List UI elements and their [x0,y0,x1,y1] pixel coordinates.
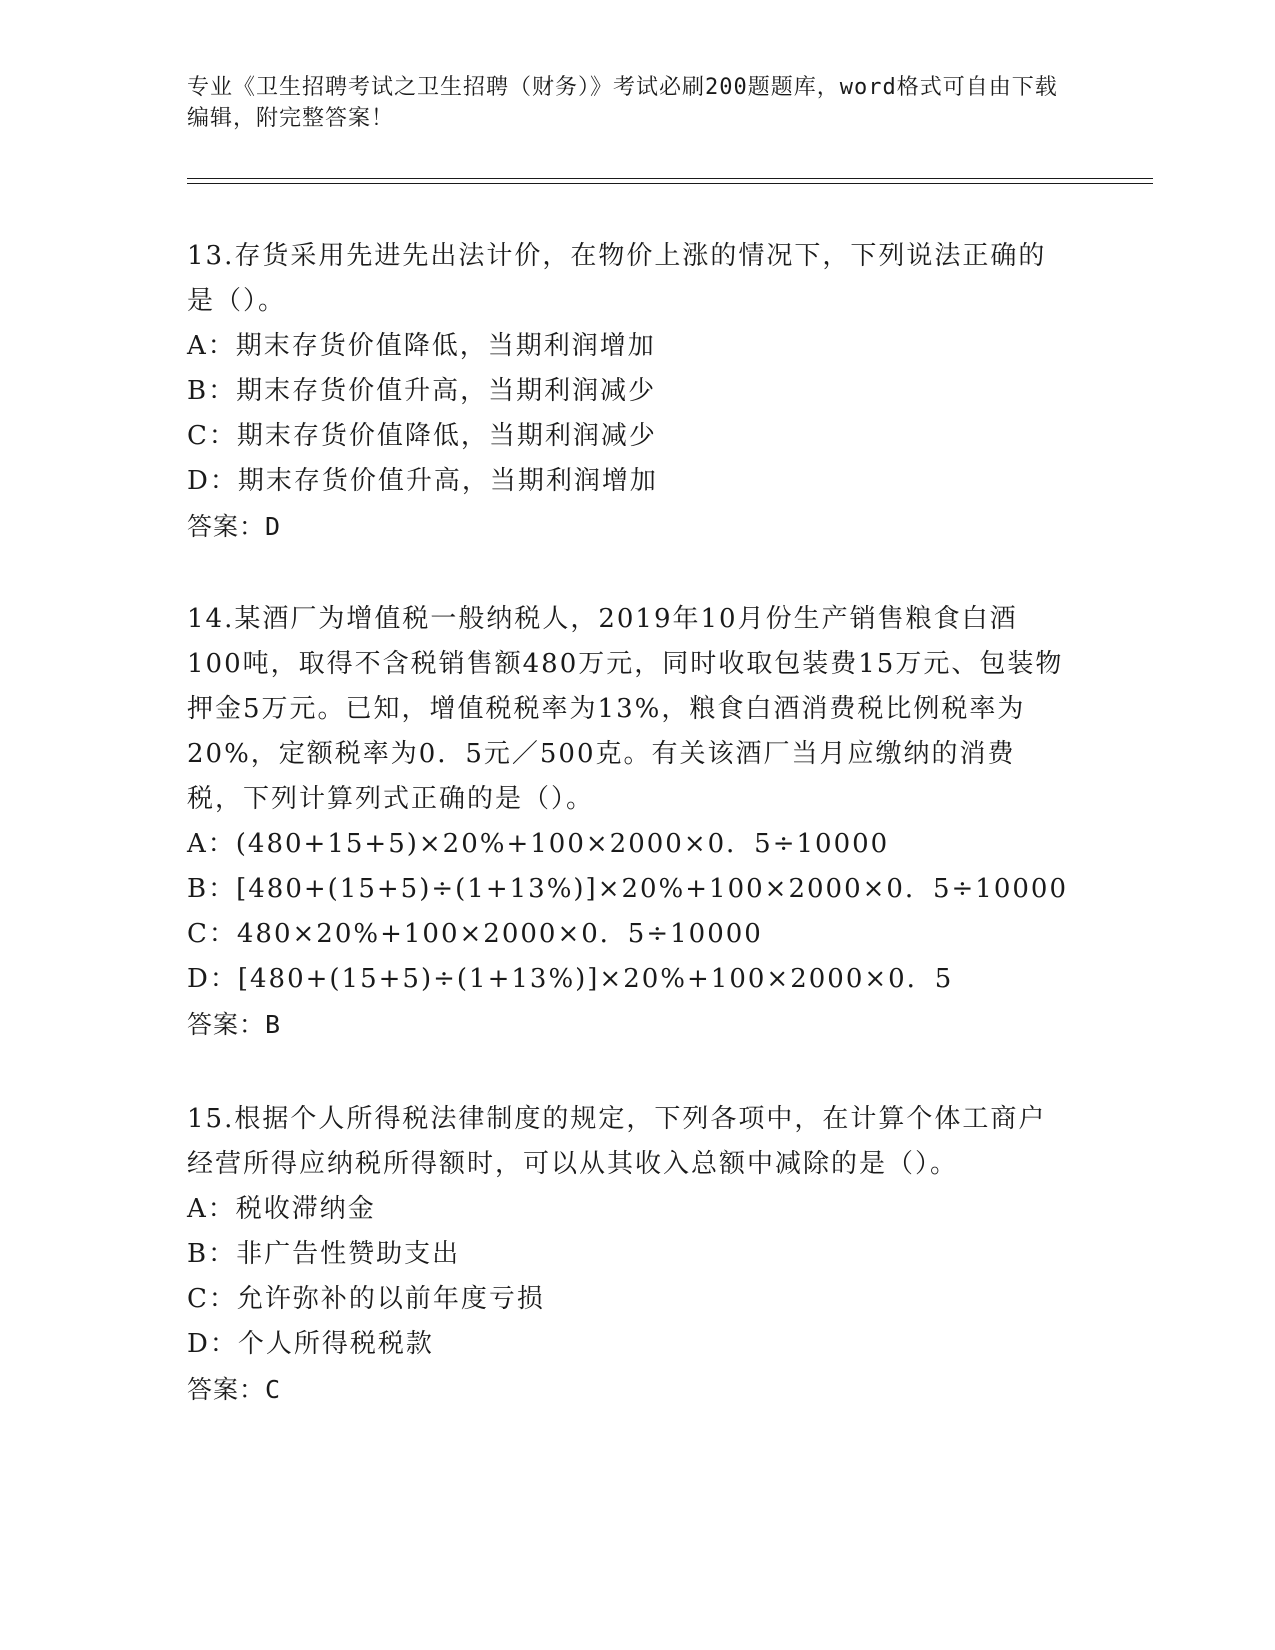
option-a: A：(480+15+5)×20%+100×2000×0．5÷10000 [187,829,890,859]
answer: 答案：D [187,512,282,541]
option-c: C：期末存货价值降低，当期利润减少 [187,421,657,451]
question-14 [187,597,1067,1047]
option-d: D：个人所得税税款 [187,1329,434,1359]
answer: 答案：C [187,1375,282,1404]
option-d: D：[480+(15+5)÷(1+13%)]×20%+100×2000×0．5 [187,964,954,994]
question-13 [187,234,1067,549]
option-a: A：税收滞纳金 [187,1194,376,1224]
option-c: C：允许弥补的以前年度亏损 [187,1284,545,1314]
option-c: C：480×20%+100×2000×0．5÷10000 [187,919,763,949]
option-b: B：[480+(15+5)÷(1+13%)]×20%+100×2000×0．5÷10000 [187,874,1068,904]
question-text: 13.存货采用先进先出法计价，在物价上涨的情况下，下列说法正确的是（）。 [187,241,1047,316]
header-divider-bottom [187,183,1153,184]
question-text: 14.某酒厂为增值税一般纳税人，2019年10月份生产销售粮食白酒100吨，取得不含税销售额480万元，同时收取包装费15万元、包装物押金5万元。已知，增值税税率为13%，粮食白酒消费税比例税率为20%，定额税率为0．5元／500克。有关该酒厂当月应缴纳的消费税，下列计算列式正确的是（）。 [187,604,1064,814]
question-15 [187,1097,1067,1412]
option-a: A：期末存货价值降低，当期利润增加 [187,331,656,361]
header-divider-top [187,178,1153,179]
document-header: 专业《卫生招聘考试之卫生招聘（财务）》考试必刷200题题库，word格式可自由下载编辑，附完整答案！ [187,75,1058,131]
option-b: B：非广告性赞助支出 [187,1239,461,1269]
option-b: B：期末存货价值升高，当期利润减少 [187,376,657,406]
option-d: D：期末存货价值升高，当期利润增加 [187,466,658,496]
answer: 答案：B [187,1010,282,1039]
question-text: 15.根据个人所得税法律制度的规定，下列各项中，在计算个体工商户经营所得应纳税所得额时，可以从其收入总额中减除的是（）。 [187,1104,1047,1179]
